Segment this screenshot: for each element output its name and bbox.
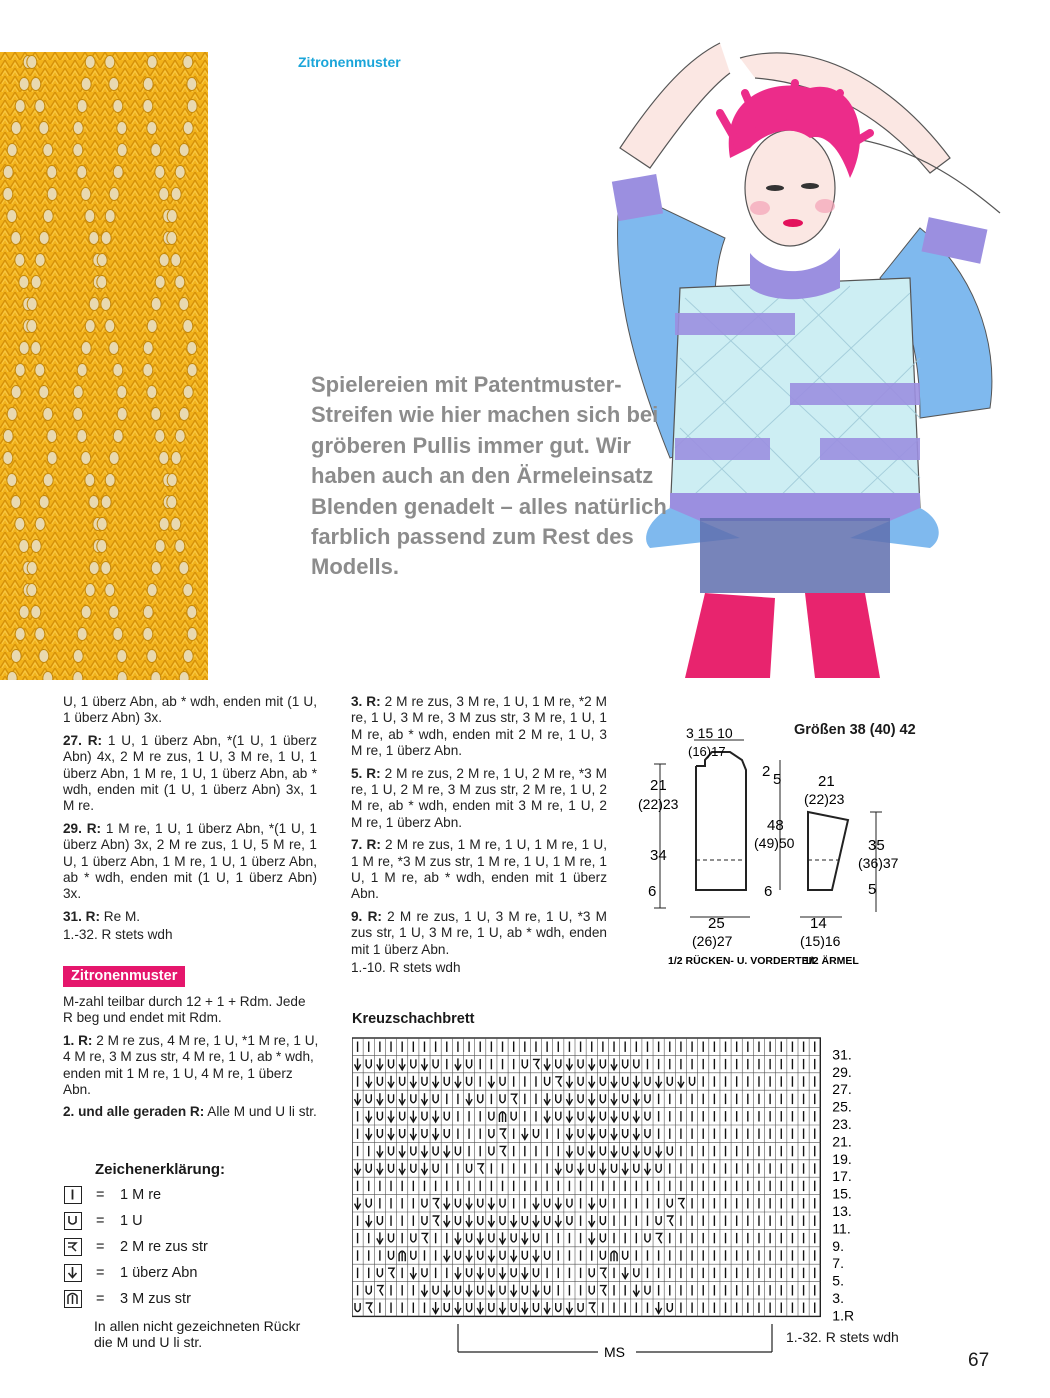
instruction-row-1: 1. R: 2 M re zus, 4 M re, 1 U, *1 M re, 1 U, 4 M re, 3 M zus str, 4 M re, 1 U, ab * wdh, enden mit 1 M re, 1 U, 4 M re, 1 überz Abn. [63,1032,319,1098]
lace-hole [43,672,53,681]
lace-hole [187,364,197,377]
instructions-middle [351,694,607,983]
lace-hole [101,298,111,311]
chart-row-label: 7. [832,1255,844,1272]
lace-hole [35,254,45,267]
dim-mid-c: 48 [767,817,784,834]
lace-hole [159,188,169,201]
lace-hole [19,540,29,553]
lace-hole [143,100,153,113]
instruction-row-5: 5. R: 2 M re zus, 2 M re, 1 U, 2 M re, *3 M re, 1 U, 2 M re, 3 M zus str, 2 M re, 1 U, 2 M re, ab * wdh, enden mit 3 M re, 1 U, 2 M re, 1 überz Abn. [351,765,607,830]
dim-left-a: 21 [650,777,667,794]
lace-hole [167,496,177,509]
lace-hole [39,650,49,663]
lace-hole [143,342,153,355]
lace-hole [11,122,21,135]
lace-hole [7,672,17,681]
lace-hole [7,144,17,157]
instruction-row-27: 27. R: 1 U, 1 überz Abn, *(1 U, 1 überz Abn) 4x, 2 M re zus, 1 U, 3 M re, 1 U, 1 überz Abn, 1 M re, 1 U, 1 überz Abn, ab * wdh, enden mit (1 U, 1 überz Abn) 3x, 1 M re. [63,732,317,814]
lace-hole [151,672,161,681]
lace-hole [167,232,177,245]
lace-hole [81,606,91,619]
lace-hole [179,408,189,421]
repeat-label: MS [604,1344,625,1360]
k2tog-icon [64,1238,82,1256]
knit-stitch-icon [64,1186,82,1204]
lace-hole [77,430,87,443]
lace-hole [27,320,37,333]
chart-row-label: 19. [832,1150,852,1167]
lace-hole [183,386,193,399]
lace-hole [43,210,53,223]
lace-hole [47,452,57,465]
lace-hole [97,276,107,289]
knit-swatch-photo [0,52,208,680]
lace-hole [183,56,193,69]
lace-hole [101,562,111,575]
lace-hole [47,188,57,201]
lace-hole [117,122,127,135]
lace-hole [101,232,111,245]
chart-repeat-note: 1.-32. R stets wdh [786,1329,899,1345]
chart-row-label: 25. [832,1098,852,1115]
lace-hole [77,166,87,179]
lace-hole [179,562,189,575]
lace-hole [155,276,165,289]
lace-hole [183,650,193,663]
dim-top: 3 15 10 [686,725,733,741]
instruction-row-29: 29. R: 1 M re, 1 U, 1 überz Abn, *(1 U, 1 überz Abn) 3x, 2 M re zus, 1 U, 5 M re, 1 U, 1 überz Abn, 1 M re, 1 U, 1 überz Abn, ab * wdh, enden mit (1 U, 1 überz Abn) 3x. [63,820,317,902]
repeat-note: 1.-10. R stets wdh [351,960,461,976]
lace-hole [183,320,193,333]
lace-hole [89,232,99,245]
lace-hole [159,254,169,267]
lace-hole [31,342,41,355]
lace-hole [3,188,13,201]
dim-mid-d: (49)50 [754,835,795,851]
lace-hole [85,56,95,69]
lace-hole [109,606,119,619]
lace-hole [35,628,45,641]
chart-row-label: 23. [832,1116,852,1132]
lace-hole [105,584,115,597]
lace-hole [3,452,13,465]
dim-sleeve-right-a: 35 [868,837,885,854]
dim-left-c: 34 [650,847,667,864]
legend-item: = 1 M re [64,1184,161,1206]
chart-row-label: 29. [832,1063,852,1080]
lace-hole [3,430,13,443]
lace-hole [39,386,49,399]
stitch-chart [352,1036,892,1362]
dim-sleeve-bottom-a: 14 [810,915,827,932]
label-sleeve: 1/2 ÄRMEL [804,955,859,967]
lace-hole [97,518,107,531]
lace-hole [109,452,119,465]
page-number: 67 [968,1350,990,1371]
lace-hole [151,408,161,421]
dim-bottom-b: (26)27 [692,933,733,949]
chart-row-label: 1.R [832,1307,855,1324]
legend-title: Zeichenerklärung: [95,1161,226,1178]
lace-hole [15,254,25,267]
dim-bottom-a: 25 [708,915,725,932]
chart-row-label: 15. [832,1185,852,1202]
lace-hole [73,672,83,681]
lace-hole [7,408,17,421]
lace-hole [11,496,21,509]
lace-hole [187,342,197,355]
label-body-piece: 1/2 RÜCKEN- U. VORDERTEIL [668,955,818,967]
lace-hole [171,452,181,465]
lace-hole [105,474,115,487]
lace-hole [31,606,41,619]
lace-hole [143,606,153,619]
legend-item: = 1 U [64,1210,143,1232]
lace-hole [15,364,25,377]
lace-hole [47,166,57,179]
lace-hole [143,364,153,377]
lace-hole [147,584,157,597]
lace-hole [117,650,127,663]
chart-row-label: 13. [832,1203,852,1219]
lace-hole [109,78,119,91]
lace-hole [85,584,95,597]
lace-hole [15,100,25,113]
lace-hole [47,430,57,443]
lace-hole [97,540,107,553]
legend-note: In allen nicht gezeichneten Rückr die M und U li str. [94,1318,301,1350]
lace-hole [39,122,49,135]
instruction-row-7: 7. R: 2 M re zus, 1 M re, 1 U, 1 M re, 1 U, 1 M re, *3 M zus str, 1 M re, 1 U, 1 M re, 1 U, 1 M re, ab * wdh, enden mit 1 überz Abn. [351,837,607,902]
lace-hole [3,166,13,179]
instruction-row-31: 31. R: Re M. [63,908,141,924]
sizes-label: Größen 38 (40) 42 [794,722,916,738]
lace-hole [35,100,45,113]
lace-hole [43,144,53,157]
lace-hole [11,232,21,245]
lace-hole [11,650,21,663]
lace-hole [73,144,83,157]
lace-hole [19,78,29,91]
lace-hole [43,474,53,487]
lace-hole [117,672,127,681]
lace-hole [175,430,185,443]
lace-hole [73,386,83,399]
lace-hole [15,628,25,641]
lace-hole [77,364,87,377]
dim-neck: (16)17 [688,744,726,759]
lace-hole [117,144,127,157]
instructions-left-top [63,694,317,950]
lace-hole [159,518,169,531]
swatch-caption: Zitronenmuster [298,54,401,70]
lace-hole [77,628,87,641]
intro-text: Spielereien mit Patentmuster-Streifen wie hier machen sich bei gröberen Pullis immer gut. Wir haben auch an den Ärmeleinsatz Blenden genadelt – alles natürlich farblich passend zum Rest des Modells. [311,372,667,580]
yarn-over-icon [64,1212,82,1230]
lace-hole [167,210,177,223]
legend-item: = 1 überz Abn [64,1262,197,1284]
lace-hole [113,166,123,179]
lace-hole [35,364,45,377]
dim-left-b: (22)23 [638,796,679,812]
lace-hole [159,452,169,465]
lace-hole [171,254,181,267]
lace-hole [31,78,41,91]
lace-hole [171,518,181,531]
k3tog-icon [64,1290,82,1308]
lace-hole [85,474,95,487]
dim-left-d: 6 [648,883,657,900]
lace-hole [147,386,157,399]
dim-sleeve-top-b: (22)23 [804,791,845,807]
lace-hole [187,628,197,641]
lace-hole [105,210,115,223]
lace-hole [147,56,157,69]
lace-hole [113,100,123,113]
lace-hole [151,298,161,311]
lace-hole [89,562,99,575]
instruction-row-9: 9. R: 2 M re zus, 1 U, 3 M re, 1 U, *3 M zus str, 1 U, 3 M re, 1 U, ab * wdh, enden mit 1 überz Abn. [351,908,607,957]
lace-hole [101,496,111,509]
lace-hole [113,430,123,443]
lace-hole [27,584,37,597]
lace-hole [175,540,185,553]
lace-hole [7,474,17,487]
dim-mid-b: 5 [773,771,782,788]
lace-hole [109,342,119,355]
lace-hole [97,254,107,267]
ssk-icon [64,1264,82,1282]
lace-hole [147,650,157,663]
lace-hole [155,166,165,179]
lace-hole [179,298,189,311]
lace-hole [39,496,49,509]
chart-row-label: 21. [832,1133,852,1150]
lace-hole [109,188,119,201]
lace-hole [39,232,49,245]
lace-hole [85,210,95,223]
section-label-zitronenmuster: Zitronenmuster [63,966,185,987]
lace-hole [147,320,157,333]
instruction-paragraph: U, 1 überz Abn, ab * wdh, enden mit (1 U, 1 überz Abn) 3x. [63,694,317,726]
dim-sleeve-right-b: (36)37 [858,855,899,871]
chart-row-label: 11. [832,1220,851,1237]
instruction-row-2: 2. und alle geraden R: Alle M und U li str. [63,1104,317,1120]
lace-hole [187,606,197,619]
lace-hole [147,122,157,135]
lace-hole [81,78,91,91]
repeat-note: 1.-32. R stets wdh [63,927,173,943]
lace-hole [151,562,161,575]
lace-hole [175,276,185,289]
dim-sleeve-top-a: 21 [818,773,835,790]
dim-mid-a: 2 [762,763,771,780]
instruction-row-3: 3. R: 2 M re zus, 3 M re, 1 U, 1 M re, *2 M re, 1 U, 3 M re, 3 M zus str, 3 M re, 1 U, 1 M re, ab * wdh, enden mit 2 M re, 1 U, 3 M re, 1 überz Abn. [351,694,607,759]
lace-hole [155,540,165,553]
lace-hole [89,496,99,509]
dim-mid-e: 6 [764,883,773,900]
lace-hole [143,78,153,91]
stitch-count-note: M-zahl teilbar durch 12 + 1 + Rdm. Jede R beg und endet mit Rdm. [63,994,306,1026]
lace-hole [27,298,37,311]
lace-hole [81,342,91,355]
lace-hole [117,408,127,421]
lace-hole [35,518,45,531]
chart-title: Kreuzschachbrett [352,1011,475,1027]
lace-hole [77,100,87,113]
lace-hole [167,474,177,487]
lace-hole [85,320,95,333]
lace-hole [155,430,165,443]
lace-hole [183,584,193,597]
chart-row-label: 9. [832,1237,844,1254]
chart-row-label: 31. [832,1046,852,1063]
lace-hole [31,540,41,553]
lace-hole [89,298,99,311]
lace-hole [31,276,41,289]
lace-hole [81,452,91,465]
chart-row-label: 3. [832,1290,844,1306]
lace-hole [179,144,189,157]
legend-item: = 3 M zus str [64,1288,191,1310]
lace-hole [27,56,37,69]
instructions-zitronenmuster [63,994,319,1127]
lace-hole [19,342,29,355]
dim-sleeve-right-c: 5 [868,881,877,898]
dim-sleeve-bottom-b: (15)16 [800,933,841,949]
lace-hole [73,650,83,663]
lace-hole [187,100,197,113]
lace-hole [27,562,37,575]
lace-hole [81,188,91,201]
lace-hole [105,320,115,333]
lace-hole [171,188,181,201]
garment-schematic [630,712,910,974]
chart-row-label: 17. [832,1168,852,1185]
chart-row-label: 27. [832,1081,852,1098]
lace-hole [19,606,29,619]
lace-hole [15,518,25,531]
lace-hole [183,122,193,135]
chart-row-label: 5. [832,1272,844,1289]
lace-hole [19,276,29,289]
lace-hole [117,386,127,399]
lace-hole [143,628,153,641]
lace-hole [187,78,197,91]
lace-hole [7,210,17,223]
lace-hole [73,408,83,421]
lace-hole [105,56,115,69]
lace-hole [73,122,83,135]
legend-item: = 2 M re zus str [64,1236,208,1258]
lace-hole [175,166,185,179]
lace-hole [113,628,123,641]
lace-hole [11,386,21,399]
lace-hole [43,408,53,421]
lace-hole [179,672,189,681]
lace-hole [151,144,161,157]
lace-hole [113,364,123,377]
